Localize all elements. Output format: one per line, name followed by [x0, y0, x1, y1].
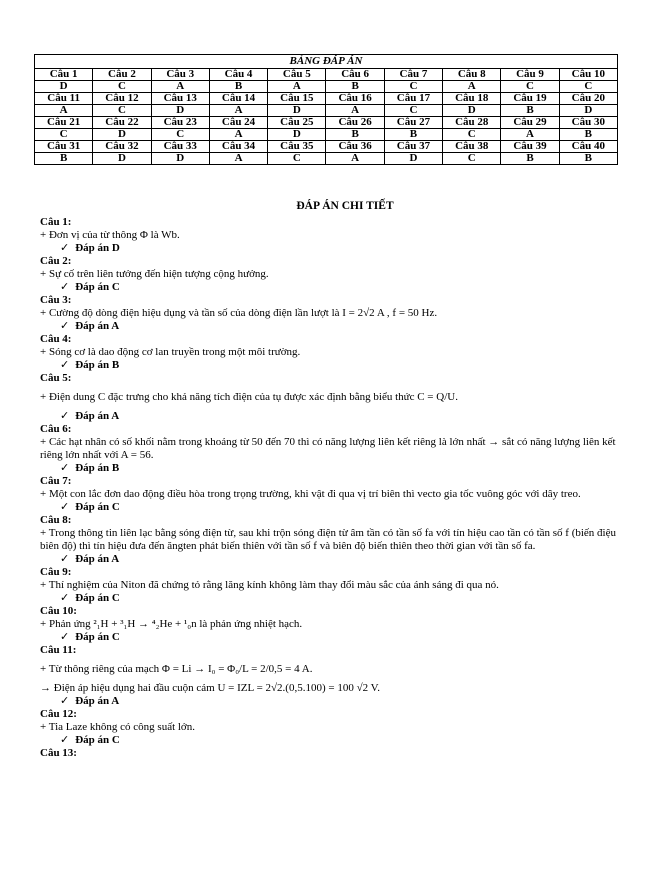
question-label: Câu 1:	[40, 216, 72, 228]
question-cell: Câu 13	[151, 93, 209, 105]
question-cell: Câu 17	[384, 93, 442, 105]
answer-cell: A	[326, 105, 384, 117]
question-cell: Câu 27	[384, 117, 442, 129]
check-icon: ✓	[60, 359, 70, 371]
question-label: Câu 8:	[40, 514, 72, 526]
question-cell: Câu 24	[209, 117, 267, 129]
answer-cell: B	[326, 81, 384, 93]
answer-cell: A	[209, 153, 267, 165]
question-cell: Câu 19	[501, 93, 559, 105]
question-cell: Câu 2	[93, 69, 151, 81]
answer-row	[35, 105, 618, 117]
explanation-text: + Tia Laze không có công suất lớn.	[40, 721, 195, 733]
answer-cell: C	[93, 81, 151, 93]
answer-line: ✓ Đáp án C	[60, 734, 120, 746]
answer-cell: A	[443, 81, 501, 93]
question-cell: Câu 33	[151, 141, 209, 153]
answer-cell: B	[559, 129, 617, 141]
question-cell: Câu 23	[151, 117, 209, 129]
check-icon: ✓	[60, 592, 70, 604]
explanation-text: + Một con lắc đơn dao động điều hòa trong trọng trường, khi vật đi qua vị trí biên thì vecto gia tốc vuông góc với dây treo.	[40, 488, 581, 500]
answer-cell: C	[384, 105, 442, 117]
question-label: Câu 6:	[40, 423, 72, 435]
explanation-text: + Điện dung C đặc trưng cho khả năng tích điện của tụ được xác định bằng biểu thức C = Q/U.	[40, 391, 458, 403]
question-cell: Câu 37	[384, 141, 442, 153]
answer-cell: D	[93, 129, 151, 141]
question-label: Câu 13:	[40, 747, 77, 759]
answer-cell: B	[209, 81, 267, 93]
answer-line: ✓ Đáp án D	[60, 242, 120, 254]
question-row	[35, 93, 618, 105]
question-cell: Câu 3	[151, 69, 209, 81]
explanation-text: + Trong thông tin liên lạc bằng sóng điện từ, sau khi trộn sóng điện từ âm tần có tần số fa với tín hiệu cao tần có tần số f (biến điệu biên độ) thì tín hiệu đưa đến ăngten phát biến thiên với tần số f và biên độ biến thiên theo thời gian với tần số fa.	[40, 527, 616, 552]
explanation-text: + Các hạt nhân có số khối nằm trong khoảng từ 50 đến 70 thì có năng lượng liên kết riêng là lớn nhất → sắt có năng lượng liên kết riêng lớn nhất với A = 56.	[40, 436, 616, 461]
answer-cell: C	[35, 129, 93, 141]
question-cell: Câu 18	[443, 93, 501, 105]
question-label: Câu 9:	[40, 566, 72, 578]
question-cell: Câu 5	[268, 69, 326, 81]
question-cell: Câu 4	[209, 69, 267, 81]
answer-cell: C	[93, 105, 151, 117]
question-cell: Câu 15	[268, 93, 326, 105]
answer-cell: C	[559, 81, 617, 93]
answer-line: ✓ Đáp án A	[60, 553, 120, 565]
question-cell: Câu 26	[326, 117, 384, 129]
detailed-answers	[40, 200, 620, 760]
answer-line: ✓ Đáp án C	[60, 281, 120, 293]
answer-cell: B	[559, 153, 617, 165]
question-label: Câu 12:	[40, 708, 77, 720]
check-icon: ✓	[60, 281, 70, 293]
answer-cell: B	[35, 153, 93, 165]
question-label: Câu 4:	[40, 333, 72, 345]
answer-cell: D	[151, 153, 209, 165]
question-cell: Câu 14	[209, 93, 267, 105]
answer-line: ✓ Đáp án B	[60, 359, 120, 371]
question-cell: Câu 38	[443, 141, 501, 153]
answer-line: ✓ Đáp án A	[60, 410, 120, 422]
answer-cell: D	[559, 105, 617, 117]
question-cell: Câu 22	[93, 117, 151, 129]
explanation-text: + Từ thông riêng của mạch Φ = Li → I₀ = Φ₀/L = 2/0,5 = 4 A.	[40, 663, 313, 675]
answer-row	[35, 81, 618, 93]
explanation-text: + Đơn vị của từ thông Φ là Wb.	[40, 229, 180, 241]
explanation-text-2: → Điện áp hiệu dụng hai đầu cuộn cảm U = IZL = 2√2.(0,5.100) = 100 √2 V.	[40, 682, 380, 694]
answer-cell: A	[326, 153, 384, 165]
answer-table-title: BẢNG ĐÁP ÁN	[35, 55, 618, 69]
answer-cell: C	[384, 81, 442, 93]
answer-cell: C	[268, 153, 326, 165]
answer-cell: D	[35, 81, 93, 93]
answer-cell: A	[501, 129, 559, 141]
answer-cell: A	[209, 129, 267, 141]
answer-cell: D	[93, 153, 151, 165]
question-cell: Câu 8	[443, 69, 501, 81]
answer-row	[35, 153, 618, 165]
check-icon: ✓	[60, 501, 70, 513]
question-cell: Câu 31	[35, 141, 93, 153]
check-icon: ✓	[60, 242, 70, 254]
check-icon: ✓	[60, 410, 70, 422]
question-row	[35, 141, 618, 153]
check-icon: ✓	[60, 320, 70, 332]
question-cell: Câu 30	[559, 117, 617, 129]
check-icon: ✓	[60, 695, 70, 707]
answer-cell: C	[443, 129, 501, 141]
question-cell: Câu 25	[268, 117, 326, 129]
question-cell: Câu 20	[559, 93, 617, 105]
question-cell: Câu 35	[268, 141, 326, 153]
answer-cell: C	[443, 153, 501, 165]
question-cell: Câu 9	[501, 69, 559, 81]
explanation-text: + Thí nghiệm của Niton đã chứng tỏ rằng lăng kính không làm thay đổi màu sắc của ánh sáng đi qua nó.	[40, 579, 499, 591]
question-cell: Câu 16	[326, 93, 384, 105]
explanation-text: + Cường độ dòng điện hiệu dụng và tần số của dòng điện lần lượt là I = 2√2 A , f = 50 Hz.	[40, 307, 438, 319]
question-cell: Câu 29	[501, 117, 559, 129]
question-label: Câu 2:	[40, 255, 72, 267]
question-cell: Câu 39	[501, 141, 559, 153]
answer-cell: D	[384, 153, 442, 165]
answer-cell: A	[35, 105, 93, 117]
answer-cell: B	[501, 105, 559, 117]
question-cell: Câu 6	[326, 69, 384, 81]
check-icon: ✓	[60, 734, 70, 746]
answer-cell: A	[209, 105, 267, 117]
answer-cell: D	[268, 105, 326, 117]
answer-cell: D	[443, 105, 501, 117]
question-cell: Câu 28	[443, 117, 501, 129]
check-icon: ✓	[60, 631, 70, 643]
answer-line: ✓ Đáp án C	[60, 631, 120, 643]
check-icon: ✓	[60, 462, 70, 474]
answer-line: ✓ Đáp án A	[60, 695, 120, 707]
answer-cell: A	[268, 81, 326, 93]
explanation-text: + Sự cố trên liên tưởng đến hiện tượng cộng hưởng.	[40, 268, 269, 280]
question-label: Câu 11:	[40, 644, 77, 656]
answer-line: ✓ Đáp án A	[60, 320, 120, 332]
answer-cell: D	[151, 105, 209, 117]
answer-cell: C	[151, 129, 209, 141]
answer-cell: B	[326, 129, 384, 141]
question-cell: Câu 7	[384, 69, 442, 81]
question-cell: Câu 10	[559, 69, 617, 81]
answer-table	[34, 54, 618, 165]
answer-line: ✓ Đáp án C	[60, 501, 120, 513]
question-cell: Câu 11	[35, 93, 93, 105]
question-cell: Câu 32	[93, 141, 151, 153]
answer-cell: B	[384, 129, 442, 141]
check-icon: ✓	[60, 553, 70, 565]
explanation-text: + Sóng cơ là dao động cơ lan truyền trong một môi trường.	[40, 346, 301, 358]
question-cell: Câu 36	[326, 141, 384, 153]
question-label: Câu 7:	[40, 475, 72, 487]
answer-cell: C	[501, 81, 559, 93]
question-cell: Câu 34	[209, 141, 267, 153]
question-cell: Câu 1	[35, 69, 93, 81]
explanation-text: + Phản ứng ²₁H + ³₁H → ⁴₂He + ¹₀n là phản ứng nhiệt hạch.	[40, 618, 303, 630]
detail-title: ĐÁP ÁN CHI TIẾT	[296, 200, 394, 212]
question-label: Câu 3:	[40, 294, 72, 306]
question-label: Câu 5:	[40, 372, 72, 384]
question-cell: Câu 40	[559, 141, 617, 153]
answer-line: ✓ Đáp án B	[60, 462, 120, 474]
question-label: Câu 10:	[40, 605, 77, 617]
question-cell: Câu 12	[93, 93, 151, 105]
question-cell: Câu 21	[35, 117, 93, 129]
answer-line: ✓ Đáp án C	[60, 592, 120, 604]
answer-cell: B	[501, 153, 559, 165]
question-row	[35, 69, 618, 81]
answer-cell: A	[151, 81, 209, 93]
question-row	[35, 117, 618, 129]
answer-cell: D	[268, 129, 326, 141]
answer-row	[35, 129, 618, 141]
